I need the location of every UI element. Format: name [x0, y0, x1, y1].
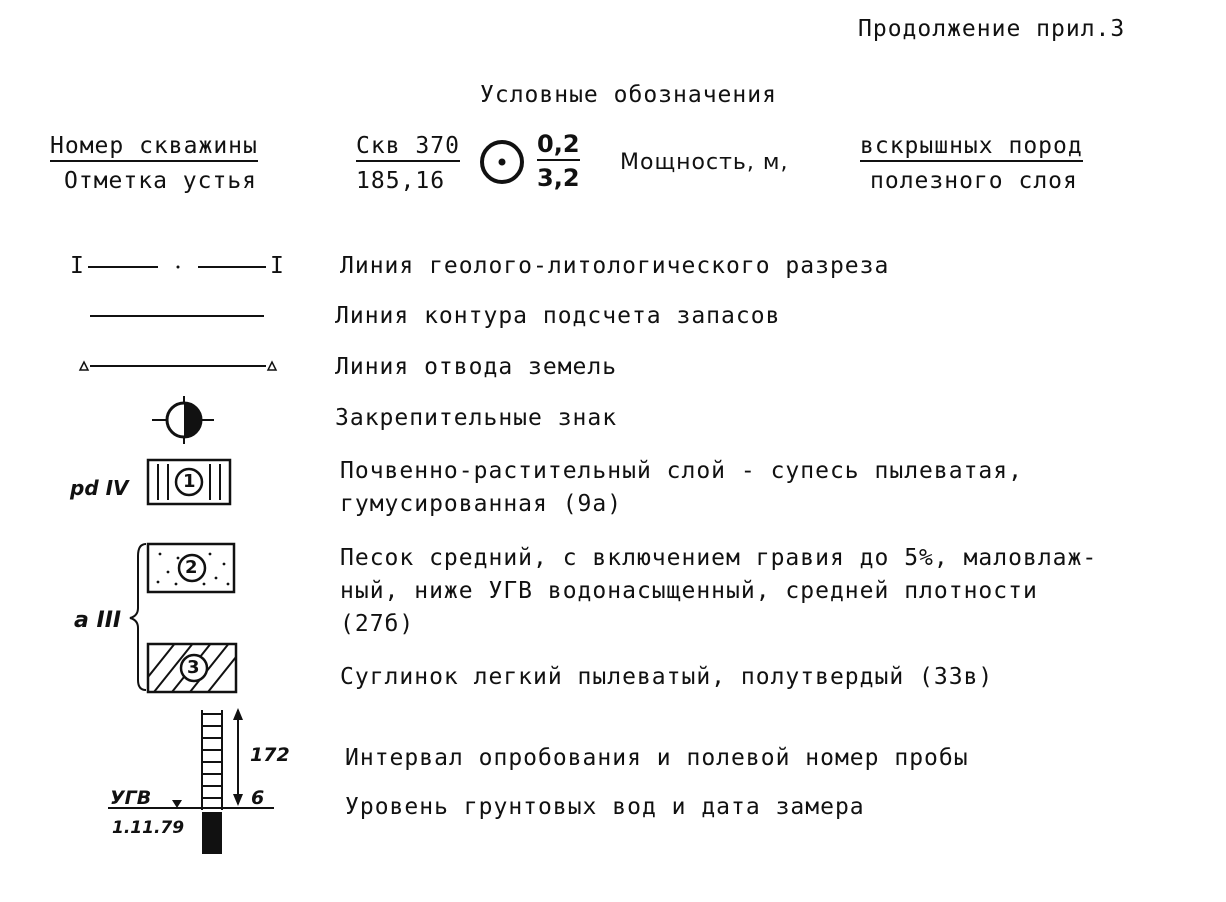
section-line-marker-left: I — [70, 253, 85, 279]
soil-layer-number: 1 — [183, 471, 196, 492]
useful-layer-label: полезного слоя — [870, 168, 1078, 194]
well-elevation-label: Отметка устья — [64, 168, 258, 194]
legend-text-sand-layer-3: (27б) — [340, 611, 415, 637]
legend-text-soil-layer-2: гумусированная (9а) — [340, 491, 623, 517]
legend-title: Условные обозначения — [480, 82, 777, 108]
well-example-elevation: 185,16 — [356, 168, 446, 194]
legend-text-loam-layer: Суглинок легкий пылеватый, полутвердый (33в) — [340, 664, 994, 690]
thickness-label: Мощность, м, — [620, 150, 789, 175]
well-circle-icon — [476, 134, 536, 194]
legend-text-land-allotment: Линия отвода земель — [335, 354, 618, 380]
alluvial-group-code: a III — [74, 608, 122, 633]
legend-text-groundwater: Уровень грунтовых вод и дата замера — [345, 794, 865, 820]
legend-text-reserves-contour: Линия контура подсчета запасов — [335, 303, 781, 329]
legend-text-sampling-interval: Интервал опробования и полевой номер пробы — [345, 745, 969, 771]
well-example-number: Скв 370 — [356, 133, 460, 162]
fixing-mark-icon — [148, 392, 220, 448]
continuation-note: Продолжение прил.3 — [858, 16, 1126, 42]
sand-layer-number: 2 — [185, 557, 198, 578]
soil-layer-code: pd IV — [70, 476, 129, 500]
section-line-marker-right: I — [270, 253, 285, 279]
section-line-icon — [60, 250, 300, 284]
legend-text-soil-layer-1: Почвенно-растительный слой - супесь пылеватая, — [340, 458, 1023, 484]
legend-text-fixing-mark: Закрепительные знак — [335, 405, 618, 431]
groundwater-date: 1.11.79 — [112, 818, 185, 838]
overburden-label: вскрышных пород — [860, 133, 1083, 162]
reserves-contour-line-icon — [88, 306, 268, 326]
thickness-top: 0,2 — [537, 130, 580, 161]
loam-layer-number: 3 — [187, 657, 200, 678]
well-number-label: Номер скважины — [50, 133, 258, 162]
groundwater-label: УГВ — [110, 787, 152, 809]
legend-text-sand-layer-1: Песок средний, с включением гравия до 5%, маловлаж- — [340, 545, 1098, 571]
land-allotment-line-icon — [76, 356, 282, 376]
legend-text-section-line: Линия геолого-литологического разреза — [340, 253, 890, 279]
thickness-bottom: 3,2 — [537, 164, 580, 192]
groundwater-depth: 6 — [251, 787, 265, 809]
legend-text-sand-layer-2: ный, ниже УГВ водонасыщенный, средней плотности — [340, 578, 1038, 604]
sample-number: 172 — [250, 744, 290, 766]
